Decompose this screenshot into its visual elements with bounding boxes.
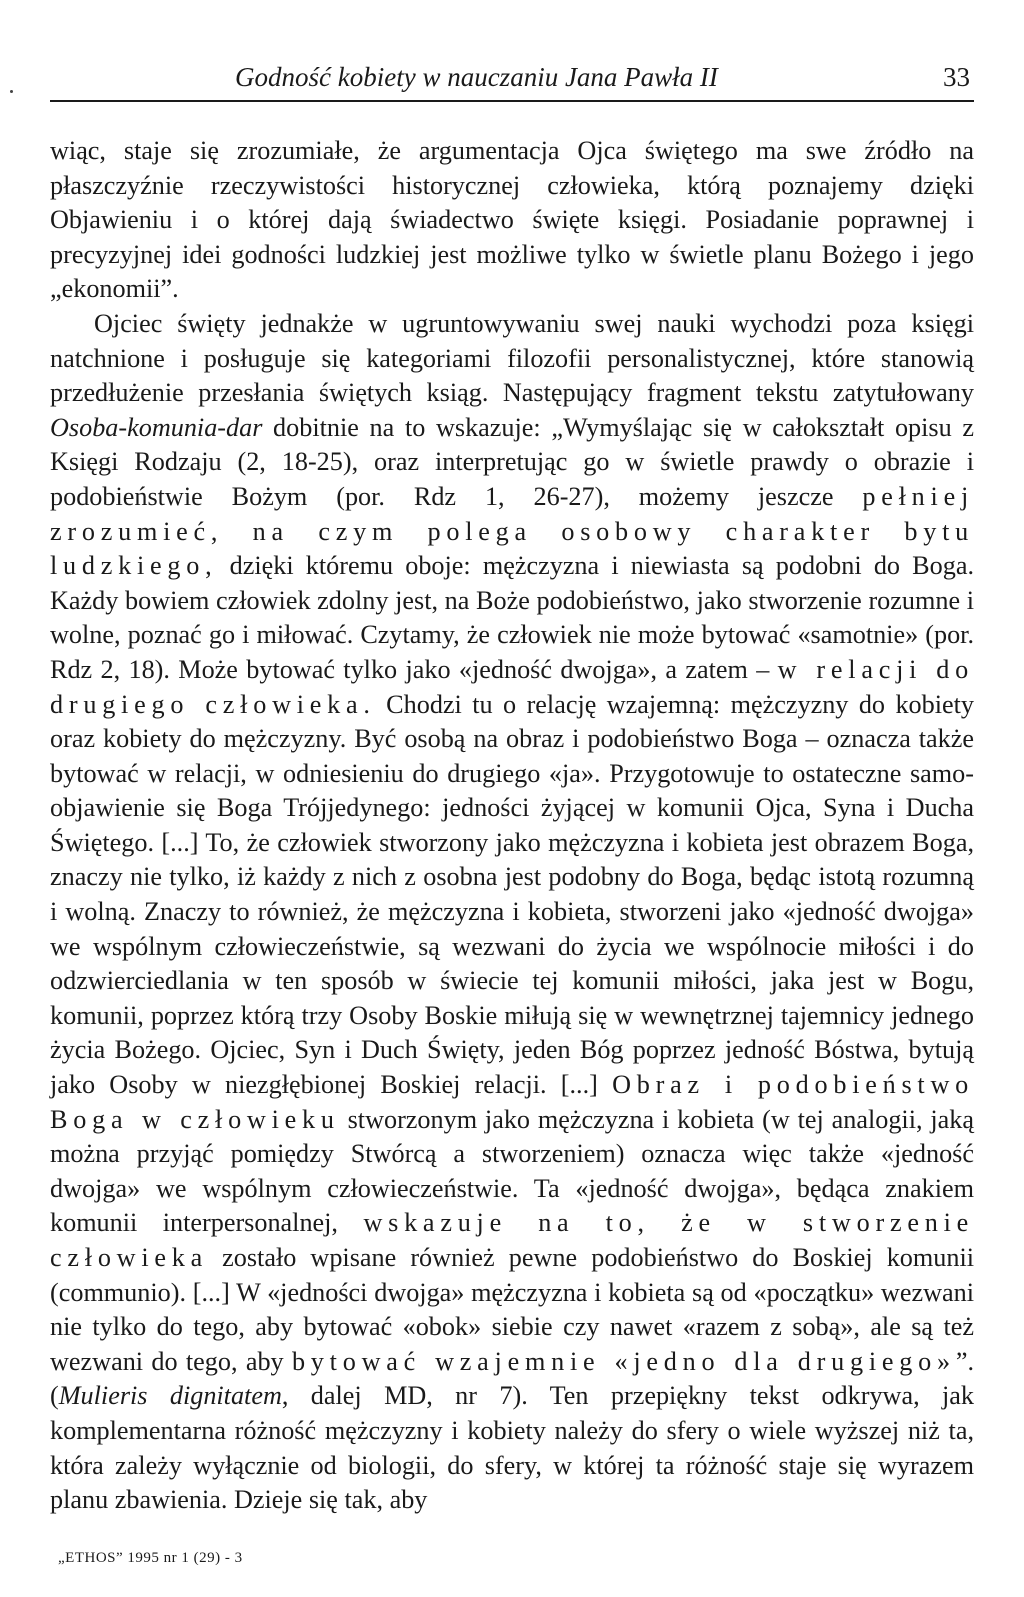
journal-footer: „ETHOS” 1995 nr 1 (29) - 3 xyxy=(58,1550,243,1566)
running-title: Godność kobiety w nauczaniu Jana Pawła II xyxy=(235,62,718,92)
text-run: dzięki któremu oboje: mężczyzna i niewiasta są podobni do Boga. Każdy bowiem człowiek zdolny jest, na Boże podobieństwo, jako stworzenie rozumne i wolne, poznać go i miłować. Czytamy, że człowiek nie może bytować «samotnie» (por. Rdz 2, 18). Może bytować tylko jako «jedność dwojga», a zatem – xyxy=(50,551,974,684)
emphasized-text: bytować wzajemnie «jedno dla drugiego» xyxy=(291,1346,956,1376)
text-run: stworzonym jako mężczyzna i kobieta (w tej analogii, jaką można przyjąć pomiędzy Stwórcą a stworzeniem) oznacza więc także «jedność dwojga» we wspólnym człowieczeństwie. Ta «jedność dwojga», będąca znakiem komunii interpersonalnej, xyxy=(50,1104,975,1238)
page-number: 33 xyxy=(943,62,970,92)
text-run: wiąc, staje się zrozumiałe, że argumentacja Ojca świętego ma swe źródło na płaszczyźnie rzeczywistości historycznej człowieka, którą poznajemy dzięki Objawieniu i o której dają świadectwo święte księgi. Posiadanie poprawnej i precyzyjnej idei godności ludzkiej jest możliwe tylko w świetle planu Bożego i jego „ekonomii”. xyxy=(50,136,974,304)
emphasized-text: wskazuje na to, że w stworzenie człowieka xyxy=(50,1208,975,1272)
text-run: Chodzi tu o relację wzajemną: mężczyzny do kobiety oraz kobiety do mężczyzny. Być osobą na obraz i podobieństwo Boga – oznacza także bytować w relacji, w odniesieniu do drugiego «ja». Przygotowuje to ostateczne samoobjawienie się Boga Trójjedynego: jedności żyjącej w komunii Ojca, Syna i Ducha Świętego. [...] To, że człowiek stworzony jako mężczyzna i kobieta jest obrazem Boga, znaczy nie tylko, iż każdy z nich z osobna jest podobny do Boga, będąc istotą rozumną i wolną. Znaczy to również, że mężczyzna i kobieta, stworzeni jako «jedność dwojga» we wspólnym człowieczeństwie, są wezwani do życia we wspólnocie miłości i do odzwierciedlania w ten sposób w świecie tej komunii miłości, jaka jest w Bogu, komunii, poprzez którą trzy Osoby Boskie miłują się w wewnętrznej tajemnicy jednego życia Bożego. Ojciec, Syn i Duch Święty, jeden Bóg poprzez jedność Bóstwa, bytują jako Osoby w niezgłębionej Boskiej relacji. [...] xyxy=(50,689,974,1100)
text-run: dobitnie na to wskazuje: „Wymyślając się w całokształt opisu z Księgi Rodzaju (2, 18-25), oraz interpretując go w świetle prawdy o obrazie i podobieństwie Bożym (por. Rdz 1, 26-27), możemy jeszcze xyxy=(50,412,974,511)
text-run: , dalej MD, nr 7). Ten przepiękny tekst odkrywa, jak komplementarna różność mężczyzny i kobiety należy do sfery o wiele wyższej niż ta, która zależy wyłącznie od biologii, do sfery, w której ta różność staje się wyrazem planu zbawienia. Dzieje się tak, aby xyxy=(50,1381,974,1515)
text-run: ”. ( xyxy=(50,1346,974,1411)
emphasized-text: pełniej zrozumieć, na czym polega osobowy charakter bytu ludzkiego, xyxy=(50,481,974,581)
body-text xyxy=(50,134,974,1518)
text-run: Ojciec święty jednakże w ugruntowywaniu swej nauki wychodzi poza księgi natchnione i posługuje się kategoriami filozofii personalistycznej, które stanowią przedłużenie przesłania świętych ksiąg. Następujący fragment tekstu zatytułowany xyxy=(50,308,974,408)
paragraph-1 xyxy=(50,134,974,307)
paragraph-2 xyxy=(50,307,974,1518)
emphasized-text: Obraz i podobieństwo Boga w człowieku xyxy=(50,1070,975,1134)
italic-text: Osoba-komunia-dar xyxy=(50,412,263,442)
emphasized-text: w relacji do drugiego człowieka. xyxy=(50,654,974,719)
italic-text: Mulieris dignitatem xyxy=(58,1381,282,1411)
text-run: zostało wpisane również pewne podobieństwo do Boskiej komunii (communio). [...] W «jedności dwojga» mężczyzna i kobieta są od «początku» wezwani nie tylko do tego, aby bytować «obok» siebie czy nawet «razem z sobą», ale są też wezwani do tego, aby xyxy=(50,1243,974,1376)
running-header xyxy=(50,60,974,102)
book-page xyxy=(50,60,974,1518)
scan-speck xyxy=(10,90,13,93)
